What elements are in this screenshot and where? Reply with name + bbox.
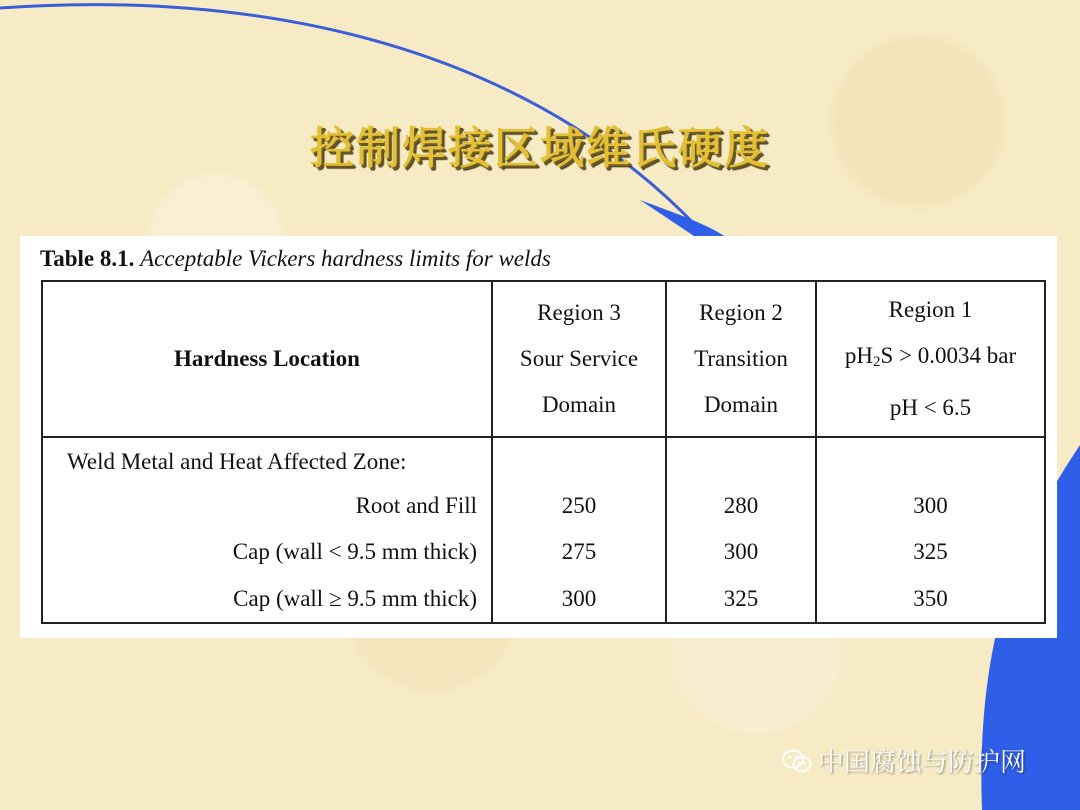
header-region3-line3: Domain [541,392,617,417]
header-region2 [666,281,816,437]
wechat-icon [782,748,812,774]
table-cell [492,437,666,483]
header-region1-line2 [818,333,1043,385]
cell-region1: 300 [816,483,1045,529]
header-hardness-location: Hardness Location [42,281,492,437]
cell-region1: 350 [816,575,1045,623]
swoosh-tip [640,200,730,240]
header-region2-line3: Domain [703,392,779,417]
header-region2-line1: Region 2 [699,300,783,325]
cell-region3: 275 [492,529,666,575]
header-region1 [816,281,1045,437]
ph2s-prefix: pH [844,343,873,368]
cell-region3: 250 [492,483,666,529]
hardness-table [41,280,1046,624]
table-row [42,529,1045,575]
table-row [42,575,1045,623]
ph2s-subscript: 2 [872,354,881,370]
table-row [42,483,1045,529]
header-region1-line1: Region 1 [888,297,973,322]
header-region3-line1: Region 3 [537,300,621,325]
header-region2-line2: Transition [694,346,788,371]
row-label: Cap (wall ≥ 9.5 mm thick) [42,575,492,623]
table-row [42,437,1045,483]
cell-region1: 325 [816,529,1045,575]
group-label: Weld Metal and Heat Affected Zone: [42,437,492,483]
cell-region2: 280 [666,483,816,529]
header-region3-line2: Sour Service [519,346,639,371]
row-label: Root and Fill [42,483,492,529]
cell-region2: 325 [666,575,816,623]
watermark-text: 中国腐蚀与防护网 [818,748,1027,778]
table-caption [40,246,551,272]
cell-region2: 300 [666,529,816,575]
ph2s-suffix: S > 0.0034 bar [880,343,1017,368]
slide-title: 控制焊接区域维氏硬度 [310,123,770,174]
table-panel [20,236,1057,638]
header-region3 [492,281,666,437]
caption-number: Table 8.1. [40,246,135,271]
cell-region3: 300 [492,575,666,623]
header-region1-line3: pH < 6.5 [889,395,972,420]
watermark [782,742,1026,779]
table-cell [666,437,816,483]
caption-text: Acceptable Vickers hardness limits for welds [140,246,551,271]
row-label: Cap (wall < 9.5 mm thick) [42,529,492,575]
table-cell [816,437,1045,483]
table-header-row [42,281,1045,437]
